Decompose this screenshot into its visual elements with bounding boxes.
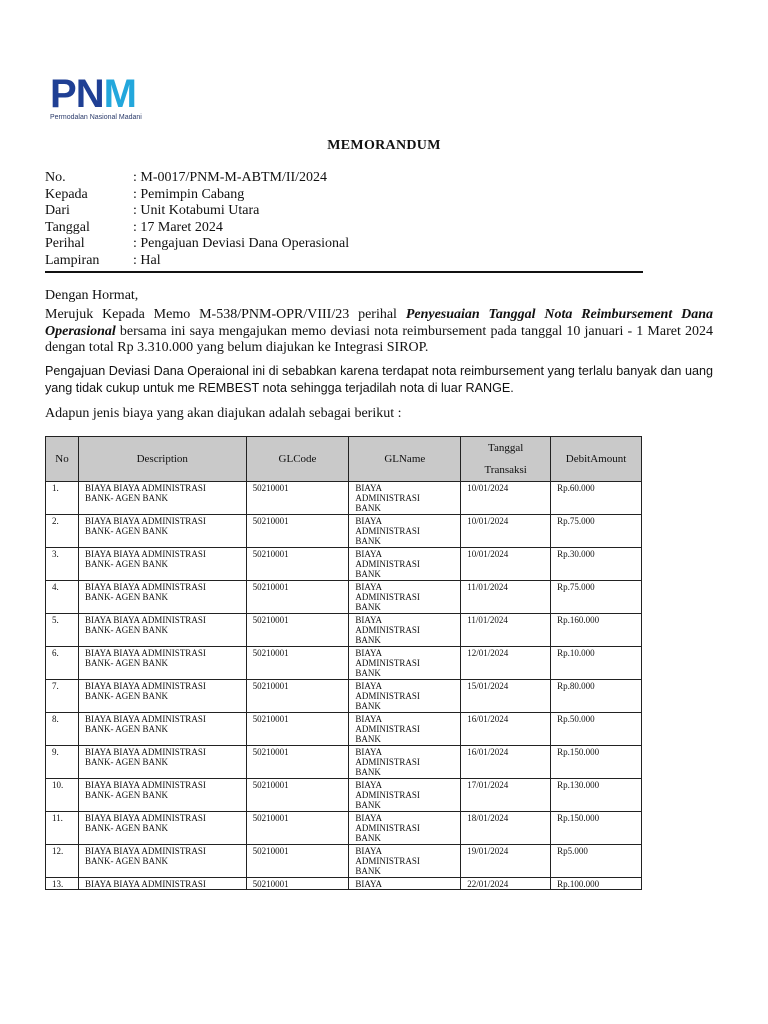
field-dari bbox=[45, 203, 349, 220]
cell-glcode bbox=[246, 779, 349, 812]
cell-description-line: BANK- AGEN BANK bbox=[84, 724, 168, 735]
cell-description-line: BIAYA BIAYA ADMINISTRASI bbox=[84, 714, 206, 724]
cell-date bbox=[461, 680, 551, 713]
cell-date-line: 12/01/2024 bbox=[467, 648, 509, 658]
cell-date bbox=[461, 845, 551, 878]
cell-description-line: BIAYA BIAYA ADMINISTRASI bbox=[84, 813, 206, 823]
cell-amount-line: Rp.10.000 bbox=[557, 648, 595, 658]
table-row bbox=[46, 878, 642, 890]
reference-emphasis: Penyesuaian Tanggal Nota Reimbursement Dana Operasional bbox=[45, 307, 713, 339]
cell-glname-line: BANK bbox=[355, 668, 381, 679]
cell-description-line: BANK- AGEN BANK bbox=[84, 691, 168, 702]
cell-description-line: BANK- AGEN BANK bbox=[84, 856, 168, 867]
header-divider bbox=[45, 271, 643, 273]
cell-description bbox=[78, 812, 246, 845]
cell-date bbox=[461, 581, 551, 614]
cell-description bbox=[78, 713, 246, 746]
cell-glcode bbox=[246, 548, 349, 581]
table-row bbox=[46, 779, 642, 812]
cell-description-line: BIAYA BIAYA ADMINISTRASI bbox=[84, 681, 206, 691]
cell-glname-line: BIAYA bbox=[355, 714, 383, 724]
cell-glcode bbox=[246, 713, 349, 746]
cell-glcode-line: 50210001 bbox=[252, 714, 289, 724]
cell-glcode-line: 50210001 bbox=[252, 747, 289, 757]
field-lampiran bbox=[45, 253, 349, 270]
cell-glcode-line: 50210001 bbox=[252, 615, 289, 625]
cell-glname bbox=[349, 581, 461, 614]
cell-glname-line: BIAYA bbox=[355, 780, 383, 790]
cell-glname-line: BANK bbox=[355, 536, 381, 547]
table-row bbox=[46, 680, 642, 713]
cell-glname-line: BANK bbox=[355, 767, 381, 778]
logo-letter-p: P bbox=[50, 72, 76, 116]
header-no: No bbox=[46, 437, 79, 482]
cell-glcode bbox=[246, 746, 349, 779]
cell-no bbox=[46, 713, 79, 746]
cell-no bbox=[46, 812, 79, 845]
field-lampiran-value: : Hal bbox=[133, 252, 161, 268]
cell-glcode bbox=[246, 878, 349, 890]
cell-no bbox=[46, 581, 79, 614]
cell-glcode bbox=[246, 647, 349, 680]
cell-glname-line: ADMINISTRASI bbox=[355, 526, 420, 537]
cell-description-line: BIAYA BIAYA ADMINISTRASI bbox=[84, 615, 206, 625]
cell-glcode-line: 50210001 bbox=[252, 648, 289, 658]
cell-description bbox=[78, 779, 246, 812]
reference-text-after: bersama ini saya mengajukan memo deviasi nota reimbursement pada tanggal 10 januari - 1 Maret 2024 dengan total Rp 3.310.000 yang belum diajukan ke Integrasi SIROP. bbox=[45, 323, 713, 355]
cell-amount-line: Rp.130.000 bbox=[557, 780, 600, 790]
cell-glname-line: BIAYA bbox=[355, 681, 383, 691]
header-tanggal-line2: Transaksi bbox=[484, 464, 527, 476]
field-lampiran-label: Lampiran bbox=[45, 252, 100, 268]
cell-amount bbox=[551, 878, 642, 890]
table-row bbox=[46, 647, 642, 680]
logo-letter-n: N bbox=[75, 72, 104, 116]
header-description: Description bbox=[78, 437, 246, 482]
cell-amount bbox=[551, 614, 642, 647]
memo-header-fields bbox=[45, 170, 349, 269]
cell-glname-line: ADMINISTRASI bbox=[355, 658, 420, 669]
cell-description-line: BIAYA BIAYA ADMINISTRASI bbox=[84, 780, 206, 790]
cell-no bbox=[46, 614, 79, 647]
table-row bbox=[46, 713, 642, 746]
cell-amount bbox=[551, 713, 642, 746]
cell-description-line: BIAYA BIAYA ADMINISTRASI bbox=[84, 483, 206, 493]
cell-description-line: BANK- AGEN BANK bbox=[84, 493, 168, 504]
cell-date bbox=[461, 614, 551, 647]
cell-glname-line: ADMINISTRASI bbox=[355, 823, 420, 834]
cell-amount-line: Rp.80.000 bbox=[557, 681, 595, 691]
cell-amount-line: Rp.75.000 bbox=[557, 516, 595, 526]
pnm-logo bbox=[50, 72, 160, 121]
cell-glname-line: BIAYA bbox=[355, 813, 383, 823]
cell-amount-line: Rp.100.000 bbox=[557, 879, 600, 889]
table-row bbox=[46, 482, 642, 515]
cell-glcode bbox=[246, 680, 349, 713]
cell-date bbox=[461, 713, 551, 746]
cell-amount-line: Rp.50.000 bbox=[557, 714, 595, 724]
field-kepada-label: Kepada bbox=[45, 186, 88, 202]
cell-no bbox=[46, 515, 79, 548]
salutation: Dengan Hormat, bbox=[45, 288, 139, 303]
cell-description-line: BANK- AGEN BANK bbox=[84, 658, 168, 669]
cell-description bbox=[78, 680, 246, 713]
cell-date-line: 11/01/2024 bbox=[467, 582, 508, 592]
cell-glname-line: BANK bbox=[355, 635, 381, 646]
cell-amount-line: Rp.60.000 bbox=[557, 483, 595, 493]
cell-amount-line: Rp.75.000 bbox=[557, 582, 595, 592]
cell-no-line: 2. bbox=[52, 516, 59, 526]
cell-glname-line: BIAYA bbox=[355, 747, 383, 757]
cell-glname-line: ADMINISTRASI bbox=[355, 493, 420, 504]
cost-table bbox=[45, 436, 642, 890]
cell-glname-line: BIAYA bbox=[355, 615, 383, 625]
table-row bbox=[46, 614, 642, 647]
cell-description-line: BANK- AGEN BANK bbox=[84, 559, 168, 570]
cell-description-line: BANK- AGEN BANK bbox=[84, 757, 168, 768]
header-debit-amount: DebitAmount bbox=[551, 437, 642, 482]
cell-amount-line: Rp.150.000 bbox=[557, 747, 600, 757]
cell-no-line: 11. bbox=[52, 813, 63, 823]
cell-no-line: 7. bbox=[52, 681, 59, 691]
cell-description bbox=[78, 482, 246, 515]
field-tanggal-value: : 17 Maret 2024 bbox=[133, 219, 223, 235]
cell-glname-line: BIAYA bbox=[355, 648, 383, 658]
cell-amount bbox=[551, 779, 642, 812]
cell-description-line: BANK- AGEN BANK bbox=[84, 790, 168, 801]
cell-description-line: BANK- AGEN BANK bbox=[84, 823, 168, 834]
cell-date-line: 10/01/2024 bbox=[467, 516, 509, 526]
field-tanggal-label: Tanggal bbox=[45, 219, 90, 235]
cost-intro: Adapun jenis biaya yang akan diajukan adalah sebagai berikut : bbox=[45, 406, 402, 421]
cell-glname bbox=[349, 845, 461, 878]
cell-no bbox=[46, 779, 79, 812]
cell-no-line: 3. bbox=[52, 549, 59, 559]
cell-glname bbox=[349, 812, 461, 845]
cell-date-line: 19/01/2024 bbox=[467, 846, 509, 856]
cell-no-line: 9. bbox=[52, 747, 59, 757]
cell-description bbox=[78, 878, 246, 890]
cell-date-line: 10/01/2024 bbox=[467, 483, 509, 493]
cell-date-line: 10/01/2024 bbox=[467, 549, 509, 559]
cell-glcode bbox=[246, 482, 349, 515]
cell-amount bbox=[551, 647, 642, 680]
memo-title: MEMORANDUM bbox=[327, 138, 441, 153]
cell-glname-line: ADMINISTRASI bbox=[355, 691, 420, 702]
table-row bbox=[46, 581, 642, 614]
cell-amount-line: Rp5.000 bbox=[557, 846, 588, 856]
cell-date-line: 16/01/2024 bbox=[467, 714, 509, 724]
cell-date bbox=[461, 515, 551, 548]
cell-description-line: BIAYA BIAYA ADMINISTRASI bbox=[84, 846, 206, 856]
header-tanggal-transaksi bbox=[461, 437, 551, 482]
cell-no bbox=[46, 878, 79, 890]
cell-glname-line: BANK bbox=[355, 701, 381, 712]
table-row bbox=[46, 515, 642, 548]
cell-glname-line: BIAYA bbox=[355, 879, 383, 889]
cell-date bbox=[461, 548, 551, 581]
cell-amount bbox=[551, 482, 642, 515]
cell-glname bbox=[349, 779, 461, 812]
cell-glname-line: BIAYA bbox=[355, 483, 383, 493]
cell-date-line: 11/01/2024 bbox=[467, 615, 508, 625]
table-body bbox=[46, 482, 642, 890]
cell-description-line: BIAYA BIAYA ADMINISTRASI bbox=[84, 648, 206, 658]
cell-date bbox=[461, 647, 551, 680]
cell-no bbox=[46, 845, 79, 878]
cell-glname-line: ADMINISTRASI bbox=[355, 592, 420, 603]
cell-glname bbox=[349, 713, 461, 746]
cell-date bbox=[461, 746, 551, 779]
cell-amount bbox=[551, 746, 642, 779]
cell-amount-line: Rp.30.000 bbox=[557, 549, 595, 559]
cell-description bbox=[78, 647, 246, 680]
cell-glname-line: ADMINISTRASI bbox=[355, 625, 420, 636]
field-no-label: No. bbox=[45, 170, 66, 185]
cell-glcode bbox=[246, 812, 349, 845]
cell-no-line: 8. bbox=[52, 714, 59, 724]
cell-glname-line: BANK bbox=[355, 503, 381, 514]
cell-glname-line: BANK bbox=[355, 866, 381, 877]
logo-tagline: Permodalan Nasional Madani bbox=[50, 114, 142, 121]
cell-glname-line: ADMINISTRASI bbox=[355, 790, 420, 801]
table-header-row bbox=[46, 437, 642, 482]
table-row bbox=[46, 548, 642, 581]
cell-description bbox=[78, 515, 246, 548]
cell-no bbox=[46, 482, 79, 515]
cell-glcode bbox=[246, 845, 349, 878]
cell-amount bbox=[551, 548, 642, 581]
cell-glcode-line: 50210001 bbox=[252, 879, 289, 889]
cell-description-line: BIAYA BIAYA ADMINISTRASI bbox=[84, 549, 206, 559]
cell-date bbox=[461, 482, 551, 515]
cell-glname-line: BIAYA bbox=[355, 846, 383, 856]
cell-date-line: 18/01/2024 bbox=[467, 813, 509, 823]
table-row bbox=[46, 746, 642, 779]
cell-no-line: 5. bbox=[52, 615, 59, 625]
field-tanggal bbox=[45, 220, 349, 237]
header-glname: GLName bbox=[349, 437, 461, 482]
cell-glname bbox=[349, 515, 461, 548]
header-glcode: GLCode bbox=[246, 437, 349, 482]
cell-glcode-line: 50210001 bbox=[252, 483, 289, 493]
reference-paragraph bbox=[45, 307, 713, 357]
field-no bbox=[45, 170, 349, 187]
cell-no-line: 10. bbox=[52, 780, 64, 790]
field-kepada bbox=[45, 187, 349, 204]
cell-date bbox=[461, 812, 551, 845]
cell-description-line: BANK- AGEN BANK bbox=[84, 625, 168, 636]
cell-glname-line: BANK bbox=[355, 569, 381, 580]
cell-description bbox=[78, 548, 246, 581]
cell-description bbox=[78, 746, 246, 779]
cell-description-line: BIAYA BIAYA ADMINISTRASI bbox=[84, 747, 206, 757]
cell-no-line: 13. bbox=[52, 879, 64, 889]
cell-glcode-line: 50210001 bbox=[252, 813, 289, 823]
cell-glcode-line: 50210001 bbox=[252, 780, 289, 790]
cell-no-line: 1. bbox=[52, 483, 59, 493]
cell-date-line: 22/01/2024 bbox=[467, 879, 509, 889]
field-dari-label: Dari bbox=[45, 203, 70, 218]
cell-glname-line: BANK bbox=[355, 602, 381, 613]
table-row bbox=[46, 845, 642, 878]
cell-description bbox=[78, 614, 246, 647]
cell-description-line: BIAYA BIAYA ADMINISTRASI bbox=[84, 516, 206, 526]
cell-no bbox=[46, 548, 79, 581]
cell-amount bbox=[551, 515, 642, 548]
cell-amount-line: Rp.160.000 bbox=[557, 615, 600, 625]
field-perihal bbox=[45, 236, 349, 253]
cell-no bbox=[46, 647, 79, 680]
cell-amount bbox=[551, 680, 642, 713]
cell-glcode bbox=[246, 581, 349, 614]
cell-date-line: 17/01/2024 bbox=[467, 780, 509, 790]
field-kepada-value: : Pemimpin Cabang bbox=[133, 186, 245, 202]
cell-glcode-line: 50210001 bbox=[252, 582, 289, 592]
cell-glname-line: ADMINISTRASI bbox=[355, 559, 420, 570]
logo-letter-m: M bbox=[103, 72, 136, 116]
cell-glname bbox=[349, 548, 461, 581]
cell-glname bbox=[349, 878, 461, 890]
cell-glname bbox=[349, 746, 461, 779]
header-tanggal-line1: Tanggal bbox=[488, 442, 524, 454]
cell-no bbox=[46, 680, 79, 713]
cell-glname-line: BIAYA bbox=[355, 516, 383, 526]
cell-glname bbox=[349, 614, 461, 647]
cell-amount bbox=[551, 581, 642, 614]
cell-glname-line: BIAYA bbox=[355, 549, 383, 559]
cell-description-line: BANK- AGEN BANK bbox=[84, 592, 168, 603]
cell-glname-line: BANK bbox=[355, 800, 381, 811]
cell-glname bbox=[349, 680, 461, 713]
cell-glcode-line: 50210001 bbox=[252, 549, 289, 559]
table-row bbox=[46, 812, 642, 845]
pnm-logo-wordmark bbox=[50, 72, 160, 116]
cell-amount-line: Rp.150.000 bbox=[557, 813, 600, 823]
cell-no-line: 6. bbox=[52, 648, 59, 658]
cell-glcode-line: 50210001 bbox=[252, 681, 289, 691]
cell-description-line: BANK- AGEN BANK bbox=[84, 526, 168, 537]
cell-glname-line: ADMINISTRASI bbox=[355, 724, 420, 735]
cell-description-line: BIAYA BIAYA ADMINISTRASI bbox=[84, 582, 206, 592]
field-no-value: : M-0017/PNM-M-ABTM/II/2024 bbox=[133, 170, 328, 185]
cell-description bbox=[78, 581, 246, 614]
cell-glname bbox=[349, 647, 461, 680]
cell-date bbox=[461, 779, 551, 812]
cell-glname-line: BIAYA bbox=[355, 582, 383, 592]
reference-text-before: Merujuk Kepada Memo M-538/PNM-OPR/VIII/23 perihal bbox=[45, 307, 406, 322]
cell-no bbox=[46, 746, 79, 779]
cell-no-line: 4. bbox=[52, 582, 59, 592]
cell-glname-line: BANK bbox=[355, 734, 381, 745]
cell-description bbox=[78, 845, 246, 878]
cell-description-line: BIAYA BIAYA ADMINISTRASI bbox=[84, 879, 206, 889]
cell-glname bbox=[349, 482, 461, 515]
cell-date-line: 15/01/2024 bbox=[467, 681, 509, 691]
cell-glname-line: ADMINISTRASI bbox=[355, 856, 420, 867]
field-perihal-value: : Pengajuan Deviasi Dana Operasional bbox=[133, 236, 350, 251]
cell-date bbox=[461, 878, 551, 890]
cell-glname-line: ADMINISTRASI bbox=[355, 757, 420, 768]
cell-glcode-line: 50210001 bbox=[252, 516, 289, 526]
cell-glname-line: BANK bbox=[355, 833, 381, 844]
cell-date-line: 16/01/2024 bbox=[467, 747, 509, 757]
field-perihal-label: Perihal bbox=[45, 236, 85, 251]
cell-glcode-line: 50210001 bbox=[252, 846, 289, 856]
field-dari-value: : Unit Kotabumi Utara bbox=[133, 203, 260, 218]
cell-amount bbox=[551, 845, 642, 878]
cell-glcode bbox=[246, 515, 349, 548]
cell-amount bbox=[551, 812, 642, 845]
cell-no-line: 12. bbox=[52, 846, 64, 856]
cell-glcode bbox=[246, 614, 349, 647]
deviation-paragraph: Pengajuan Deviasi Dana Operaional ini di sebabkan karena terdapat nota reimbursement yang terlalu banyak dan uang yang tidak cukup untuk me REMBEST nota sehingga terjadilah nota di luar RANGE. bbox=[45, 364, 713, 395]
